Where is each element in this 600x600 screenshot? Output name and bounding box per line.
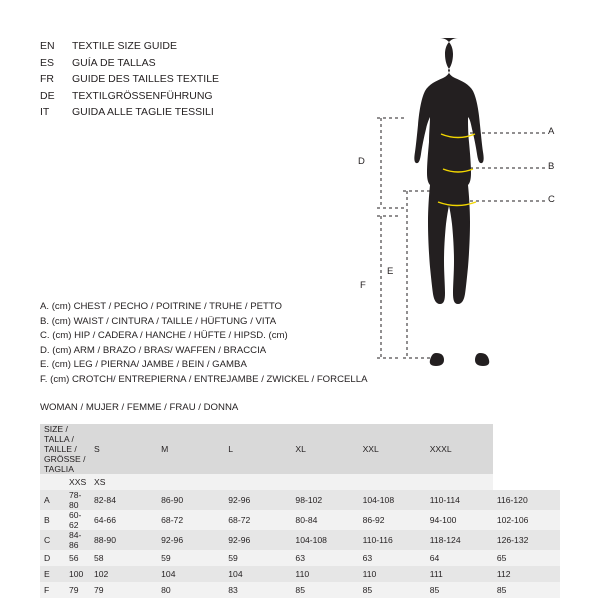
table-row [40, 550, 560, 566]
legend-line-e: E. (cm) LEG / PIERNA/ JAMBE / BEIN / GAMBA [40, 359, 247, 371]
legend-line-a: A. (cm) CHEST / PECHO / POITRINE / TRUHE / PETTO [40, 301, 283, 312]
silhouette-body [414, 38, 489, 366]
cell-c-xs: 88-90 [90, 530, 157, 550]
size-table-wrapper [40, 424, 560, 598]
marker-label-c: C [548, 194, 555, 205]
marker-label-a: A [548, 126, 555, 137]
row-label-d: D [40, 550, 65, 566]
table-row [40, 530, 560, 550]
cell-c-xxxl: 126-132 [493, 530, 560, 550]
cell-c-l: 104-108 [291, 530, 358, 550]
table-col-header-xxxl: XXXL [426, 424, 493, 474]
marker-label-d: D [358, 156, 365, 167]
language-title: TEXTILE SIZE GUIDE [72, 40, 178, 52]
cell-f-xs: 79 [90, 582, 157, 598]
cell-b-xxs: 60-62 [65, 510, 90, 530]
cell-d-xxs: 56 [65, 550, 90, 566]
cell-b-xxl: 94-100 [426, 510, 493, 530]
cell-f-xxl: 85 [426, 582, 493, 598]
cell-a-xxl: 110-114 [426, 490, 493, 510]
legend-line-c: C. (cm) HIP / CADERA / HANCHE / HÜFTE / HIPSD. (cm) [40, 330, 288, 342]
cell-f-m: 83 [224, 582, 291, 598]
cell-a-s: 86-90 [157, 490, 224, 510]
cell-e-xl: 110 [359, 566, 426, 582]
row-label-c: C [40, 530, 65, 550]
gender-label: WOMAN / MUJER / FEMME / FRAU / DONNA [40, 402, 239, 413]
cell-e-xs: 102 [90, 566, 157, 582]
table-col-header-xl: XL [291, 424, 358, 474]
table-col-header-xs: XS [90, 474, 157, 490]
row-label-a: A [40, 490, 65, 510]
table-row [40, 582, 560, 598]
cell-f-xxs: 79 [65, 582, 90, 598]
language-title: GUIDE DES TAILLES TEXTILE [72, 73, 220, 85]
table-row [40, 566, 560, 582]
cell-b-m: 68-72 [224, 510, 291, 530]
cell-b-l: 80-84 [291, 510, 358, 530]
cell-b-xs: 64-66 [90, 510, 157, 530]
cell-c-s: 92-96 [157, 530, 224, 550]
cell-d-s: 59 [157, 550, 224, 566]
marker-label-f: F [360, 280, 366, 291]
cell-e-xxxl: 112 [493, 566, 560, 582]
cell-a-xxs: 78-80 [65, 490, 90, 510]
cell-b-xxxl: 102-106 [493, 510, 560, 530]
female-silhouette-svg [350, 20, 580, 400]
language-row [40, 88, 219, 105]
cell-f-xxxl: 85 [493, 582, 560, 598]
cell-e-l: 110 [291, 566, 358, 582]
table-col-header-m: M [157, 424, 224, 474]
table-header-row [40, 424, 560, 474]
language-title: GUÍA DE TALLAS [72, 56, 156, 69]
language-code: DE [40, 89, 55, 102]
cell-f-xl: 85 [359, 582, 426, 598]
cell-e-m: 104 [224, 566, 291, 582]
cell-b-xl: 86-92 [359, 510, 426, 530]
cell-a-xs: 82-84 [90, 490, 157, 510]
language-row [40, 104, 219, 121]
language-row [40, 71, 219, 88]
table-col-header-s: S [90, 424, 157, 474]
cell-e-xxs: 100 [65, 566, 90, 582]
cell-a-xl: 104-108 [359, 490, 426, 510]
marker-label-e: E [387, 266, 394, 277]
cell-d-l: 63 [291, 550, 358, 566]
cell-a-m: 92-96 [224, 490, 291, 510]
language-title: GUIDA ALLE TAGLIE TESSILI [72, 106, 214, 118]
cell-d-xxxl: 65 [493, 550, 560, 566]
legend-line-d: D. (cm) ARM / BRAZO / BRAS/ WAFFEN / BRACCIA [40, 344, 267, 356]
language-header-block [40, 38, 219, 121]
cell-c-xxs: 84-86 [65, 530, 90, 550]
cell-f-s: 80 [157, 582, 224, 598]
size-table [40, 424, 560, 598]
table-row [40, 490, 560, 510]
figure-diagram [350, 20, 580, 400]
row-label-f: F [40, 582, 65, 598]
table-row [40, 510, 560, 530]
language-code: ES [40, 56, 55, 69]
legend-line-f: F. (cm) CROTCH/ ENTREPIERNA / ENTREJAMBE / ZWICKEL / FORCELLA [40, 373, 368, 385]
cell-a-l: 98-102 [291, 490, 358, 510]
legend-line-b: B. (cm) WAIST / CINTURA / TAILLE / HÜFTUNG / VITA [40, 315, 277, 327]
cell-d-xl: 63 [359, 550, 426, 566]
language-code: IT [40, 106, 50, 118]
row-label-e: E [40, 566, 65, 582]
cell-d-m: 59 [224, 550, 291, 566]
cell-b-s: 68-72 [157, 510, 224, 530]
cell-a-xxxl: 116-120 [493, 490, 560, 510]
table-col-header-xxl: XXL [359, 424, 426, 474]
marker-label-b: B [548, 161, 555, 172]
table-col-header-l: L [224, 424, 291, 474]
table-empty-corner [40, 474, 65, 490]
language-code: EN [40, 40, 55, 52]
cell-d-xxl: 64 [426, 550, 493, 566]
cell-d-xs: 58 [90, 550, 157, 566]
language-row [40, 38, 219, 55]
cell-c-m: 92-96 [224, 530, 291, 550]
table-col-header-xxs: XXS [65, 474, 90, 490]
language-code: FR [40, 73, 54, 85]
cell-c-xl: 110-116 [359, 530, 426, 550]
cell-c-xxl: 118-124 [426, 530, 493, 550]
cell-f-l: 85 [291, 582, 358, 598]
language-title: TEXTILGRÖSSENFÜHRUNG [72, 89, 213, 102]
language-row [40, 55, 219, 72]
table-subheader-row [40, 474, 560, 490]
row-label-b: B [40, 510, 65, 530]
measurement-legend [40, 300, 367, 388]
cell-e-xxl: 111 [426, 566, 493, 582]
table-corner-header: SIZE / TALLA / TAILLE / GRÖSSE / TAGLIA [40, 424, 90, 474]
cell-e-s: 104 [157, 566, 224, 582]
